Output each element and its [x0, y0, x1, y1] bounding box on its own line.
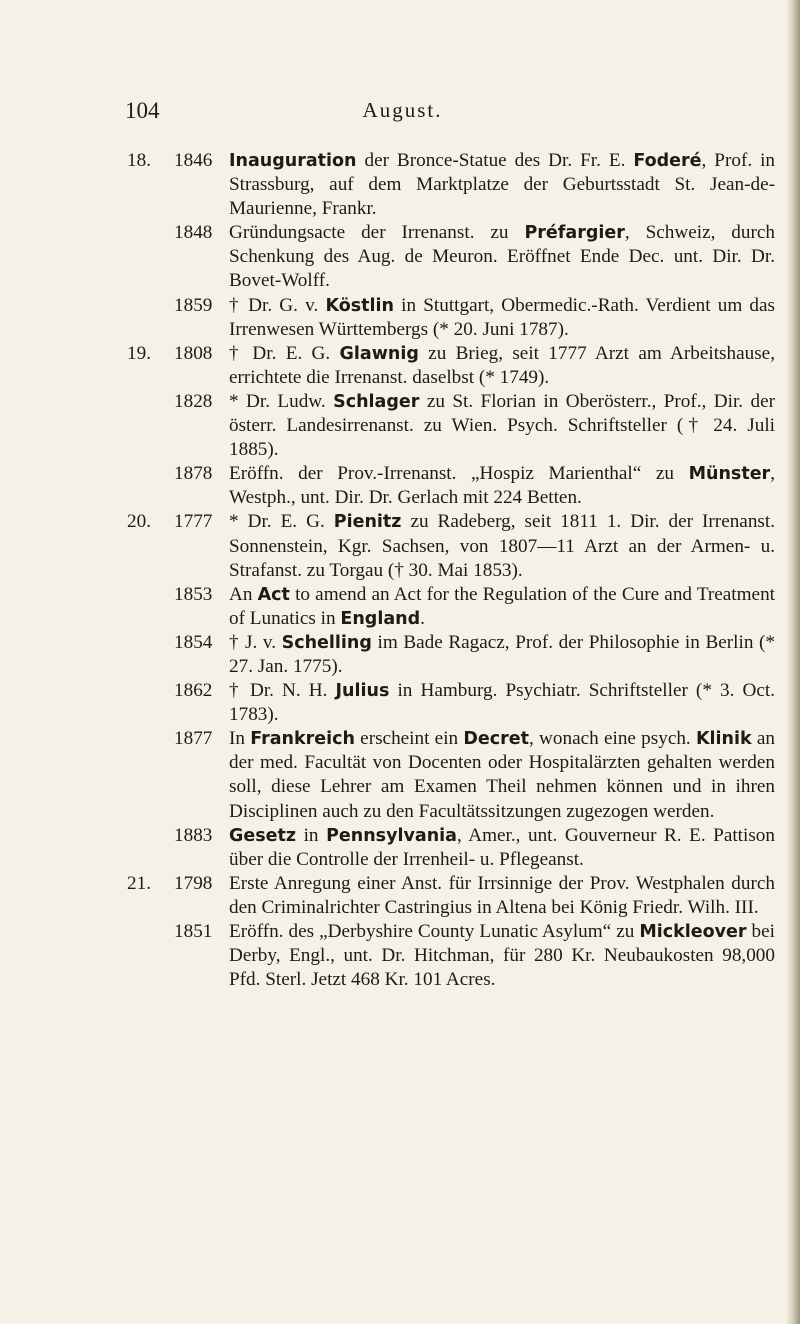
- entry-year: 1777: [174, 511, 213, 533]
- chronicle-entry: [0, 294, 775, 342]
- entry-text-run: Eröffn. des „Derbyshire County Lunatic Asylum“ zu: [229, 921, 640, 942]
- entry-text-run: im Bade Ragacz, Prof. der Philosophie in Berlin (* 27. Jan. 1775).: [229, 631, 775, 677]
- entry-text-run: * Dr. E. G.: [229, 511, 334, 533]
- entry-day: 21.: [127, 872, 151, 894]
- entry-year: 1883: [174, 824, 213, 846]
- entry-year: 1808: [174, 342, 213, 364]
- chronicle-entry: [0, 390, 775, 462]
- entry-keyword: Pennsylvania: [326, 825, 457, 846]
- entry-text-run: , wonach eine psych.: [529, 728, 696, 750]
- chronicle-entry: [0, 510, 775, 582]
- entry-text-run: † Dr. N. H.: [229, 680, 336, 702]
- entry-text-run: † J. v.: [229, 631, 282, 653]
- entry-keyword: Act: [257, 584, 290, 605]
- entry-year: 1853: [174, 583, 213, 605]
- entry-text-run: zu Brieg, seit 1777 Arzt am Arbeitshause, errichtete die Irrenanst. daselbst (* 1749).: [229, 342, 775, 388]
- entry-text: [229, 920, 775, 992]
- entry-keyword: Julius: [335, 681, 390, 702]
- entry-text-run: .: [420, 607, 425, 629]
- entry-text-run: in: [296, 824, 327, 846]
- entry-text-run: in Hamburg. Psychiatr. Schriftsteller (* 3. Oct. 1783).: [229, 680, 775, 726]
- entry-year: 1848: [174, 222, 213, 244]
- entry-day: 19.: [127, 342, 151, 364]
- chronicle-entry: [0, 727, 775, 823]
- chronicle-entry: [0, 462, 775, 510]
- entry-text: [229, 679, 775, 727]
- chronicle-entries: [0, 149, 800, 992]
- entry-text-run: , Prof. in Strassburg, auf dem Marktplatze der Geburtsstadt St. Jean-de-Maurienne, Frankr.: [229, 150, 776, 220]
- running-title: August.: [362, 98, 443, 122]
- entry-text: [229, 462, 775, 510]
- entry-text: [229, 510, 775, 582]
- entry-keyword: Köstlin: [325, 295, 394, 316]
- chronicle-entry: [0, 221, 775, 293]
- entry-day: 18.: [127, 150, 151, 171]
- chronicle-entry: [0, 149, 775, 221]
- entry-text-run: erscheint ein: [354, 728, 464, 750]
- entry-year: 1859: [174, 294, 213, 316]
- entry-text-run: zu Radeberg, seit 1811 1. Dir. der Irrenanst. Sonnenstein, Kgr. Sachsen, von 1807—11 Arzt an der Armen- u. Strafanst. zu Torgau († 30. Mai 1853).: [229, 511, 776, 581]
- entry-text-run: In: [229, 728, 251, 750]
- entry-keyword: Pienitz: [333, 512, 402, 533]
- entry-text-run: to amend an Act for the Regulation of the Cure and Treatment of Lunatics in: [229, 583, 775, 629]
- entry-text-run: an der med. Facultät von Docenten oder Hospitalärzten gehalten werden soll, diese Lehrer am Examen Theil nehmen können und in ihren Disciplinen auch zu den Facultätssitzungen zugezogen werden.: [229, 728, 775, 822]
- chronicle-entry: [0, 920, 775, 992]
- entry-year: 1862: [174, 680, 213, 702]
- entry-keyword: Klinik: [695, 729, 752, 750]
- entry-keyword: Münster: [688, 464, 771, 485]
- entry-keyword: Inauguration: [229, 151, 357, 171]
- entry-keyword: Préfargier: [524, 223, 625, 244]
- entry-text: [229, 342, 775, 390]
- entry-keyword: Gesetz: [229, 825, 297, 846]
- entry-year: 1846: [174, 150, 213, 171]
- entry-text-run: der Bronce-Statue des Dr. Fr. E.: [356, 150, 634, 171]
- entry-text-run: , Schweiz, durch Schenkung des Aug. de Meuron. Eröffnet Ende Dec. unt. Dir. Dr. Bovet-Wolff.: [229, 222, 775, 292]
- entry-keyword: Schlager: [333, 391, 420, 412]
- entry-text-run: Eröffn. der Prov.-Irrenanst. „Hospiz Marienthal“ zu: [229, 463, 689, 485]
- entry-text: [229, 727, 775, 823]
- entry-text-run: * Dr. Ludw.: [229, 390, 334, 412]
- chronicle-entry: [0, 342, 775, 390]
- entry-keyword: Mickleover: [639, 922, 747, 942]
- entry-year: 1877: [174, 728, 213, 750]
- chronicle-entry: [0, 872, 775, 920]
- entry-text: [229, 583, 775, 631]
- entry-text: [229, 872, 775, 920]
- entry-year: 1798: [174, 872, 213, 894]
- page-number: 104: [125, 98, 160, 123]
- entry-text-run: † Dr. G. v.: [229, 294, 326, 316]
- entry-text-run: An: [229, 583, 258, 605]
- entry-keyword: Decret: [463, 729, 530, 750]
- chronicle-entry: [0, 583, 775, 631]
- entry-keyword: Frankreich: [250, 729, 355, 750]
- entry-text: [229, 390, 775, 462]
- entry-text: [229, 149, 775, 221]
- entry-year: 1828: [174, 390, 213, 412]
- entry-text: [229, 294, 775, 342]
- entry-keyword: Schelling: [281, 632, 372, 653]
- entry-text-run: † Dr. E. G.: [229, 342, 340, 364]
- entry-text-run: Gründungsacte der Irrenanst. zu: [229, 222, 525, 244]
- chronicle-entry: [0, 679, 775, 727]
- entry-text-run: Erste Anregung einer Anst. für Irrsinnige der Prov. Westphalen durch den Criminalrichter Castringius in Altena bei König Friedr. Wilh. III.: [229, 872, 775, 918]
- chronicle-entry: [0, 824, 775, 872]
- entry-text: [229, 221, 775, 293]
- entry-keyword: Glawnig: [339, 343, 419, 364]
- entry-text-run: , Amer., unt. Gouverneur R. E. Pattison über die Controlle der Irrenheil- u. Pflegeanst.: [229, 824, 775, 870]
- entry-text-run: zu St. Florian in Oberösterr., Prof., Dir. der österr. Landesirrenanst. zu Wien. Psych. Schriftsteller († 24. Juli 1885).: [229, 390, 775, 461]
- entry-text-run: , Westph., unt. Dir. Dr. Gerlach mit 224 Betten.: [229, 463, 775, 509]
- chronicle-entry: [0, 631, 775, 679]
- entry-day: 20.: [127, 511, 151, 533]
- entry-year: 1878: [174, 463, 213, 485]
- page-header: [0, 98, 800, 132]
- entry-keyword: Foderé: [633, 151, 702, 171]
- entry-text-run: bei Derby, Engl., unt. Dr. Hitchman, für 280 Kr. Neubaukosten 98,000 Pfd. Sterl. Jetzt 468 Kr. 101 Acres.: [229, 921, 775, 991]
- entry-year: 1854: [174, 631, 213, 653]
- entry-text-run: in Stuttgart, Obermedic.-Rath. Verdient um das Irrenwesen Württembergs (* 20. Juni 1787).: [229, 294, 775, 340]
- entry-text: [229, 824, 775, 872]
- entry-text: [229, 631, 775, 679]
- entry-year: 1851: [174, 921, 213, 942]
- entry-keyword: England: [340, 608, 421, 629]
